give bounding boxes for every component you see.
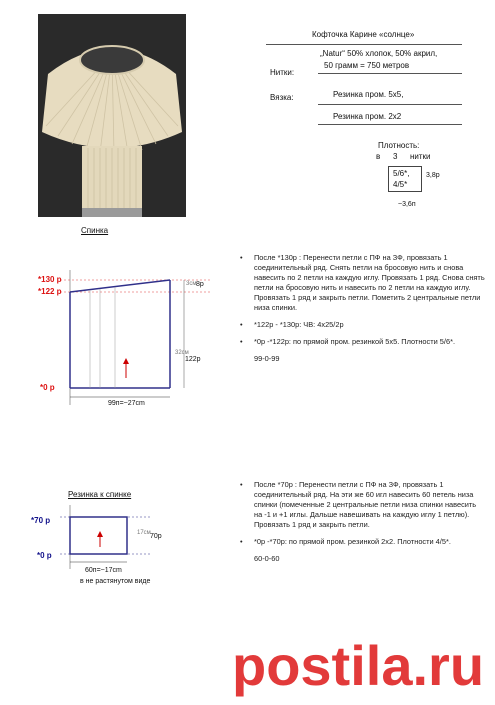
back-title: Спинка [81,226,109,235]
density-in: в [376,152,381,161]
back-bullet-3: • *0р -*122р: по прямой пром. резинкой 5х5. Плотности 5/6*. [240,337,456,346]
pattern-title: Кофточка Карине «солнце» [312,30,415,39]
ribbing-title: Резинка к спинке [68,490,132,499]
back-bullet-2: • *122р - *130р: ЧВ: 4х25/2р [240,320,344,329]
yarn-line-2: 50 грамм = 750 метров [324,61,410,70]
knit-label: Вязка: [270,93,294,102]
ribbing-row-70: *70 р [31,516,51,525]
postila-logo [230,625,495,700]
back-schematic [60,270,210,410]
back-dim-top-small: 3см [186,281,197,287]
ribbing-instructions [240,480,485,571]
svg-text:postila.ru: postila.ru [232,634,485,697]
garment-photo [38,14,186,217]
density-bottom: ~3,6п [398,201,416,208]
density-num: 3 [393,152,398,161]
density-row-2: 4/5* [393,180,408,189]
back-instructions [240,253,485,371]
density-row-1: 5/6*, [393,169,410,178]
density-side: 3,8р [426,172,440,179]
ribbing-dim-side-small: 17см [137,530,151,536]
back-code: 99-0-99 [254,354,280,363]
back-dim-side: 122р [185,356,201,363]
ribbing-bullet-1: • После *70р : Перенести петли с ПФ на ЗФ, провязать 1 соединительный ряд. На эти же 60 игл навесить 60 петель низа спинки (помеченные 2 центральные петли низа спинки навесить на -1 и +1 иглы. Дальше навешивать на каждую иглу 1 петлю). Провязать 1 ряд и закрыть петли. [240,480,477,529]
density-unit: нитки [410,152,431,161]
ribbing-bullet-2: • *0р -*70р: по прямой пром. резинкой 2х2. Плотности 4/5*. [240,537,451,546]
yarn-line-1: „Natur“ 50% хлопок, 50% акрил, [320,49,438,58]
ribbing-schematic [60,505,160,575]
ribbing-code: 60-0-60 [254,554,280,563]
back-dim-side-small: 32см [175,350,189,356]
back-dim-bottom: 99п=~27cm [108,400,145,407]
ribbing-dim-note: в не растянутом виде [80,578,151,585]
knit-type-2: Резинка пром. 2х2 [333,112,402,121]
yarn-label: Нитки: [270,68,295,77]
ribbing-dim-bottom: 60п=~17cm [85,567,122,574]
back-row-122: *122 р [38,287,62,296]
ribbing-row-0: *0 р [37,551,52,560]
density-title: Плотность: [378,141,420,150]
back-dim-top: 8р [196,281,204,288]
knit-type-1: Резинка пром. 5х5, [333,90,404,99]
back-row-0: *0 р [40,383,55,392]
back-row-130: *130 р [38,275,62,284]
back-bullet-1: • После *130р : Перенести петли с ПФ на ЗФ, провязать 1 соединительный ряд. Снять петли на бросовую нить и снова навесить по 2 петли на каждую иглу. Провязать 1 ряд. Снова снять петли на бросовую нить и навесить по 2 петли на каждую иглу. Провязать 1 ряд и закрыть петли. Пометить 2 центральные петли низа спинки. [240,253,485,312]
ribbing-dim-side: 70р [150,533,162,540]
